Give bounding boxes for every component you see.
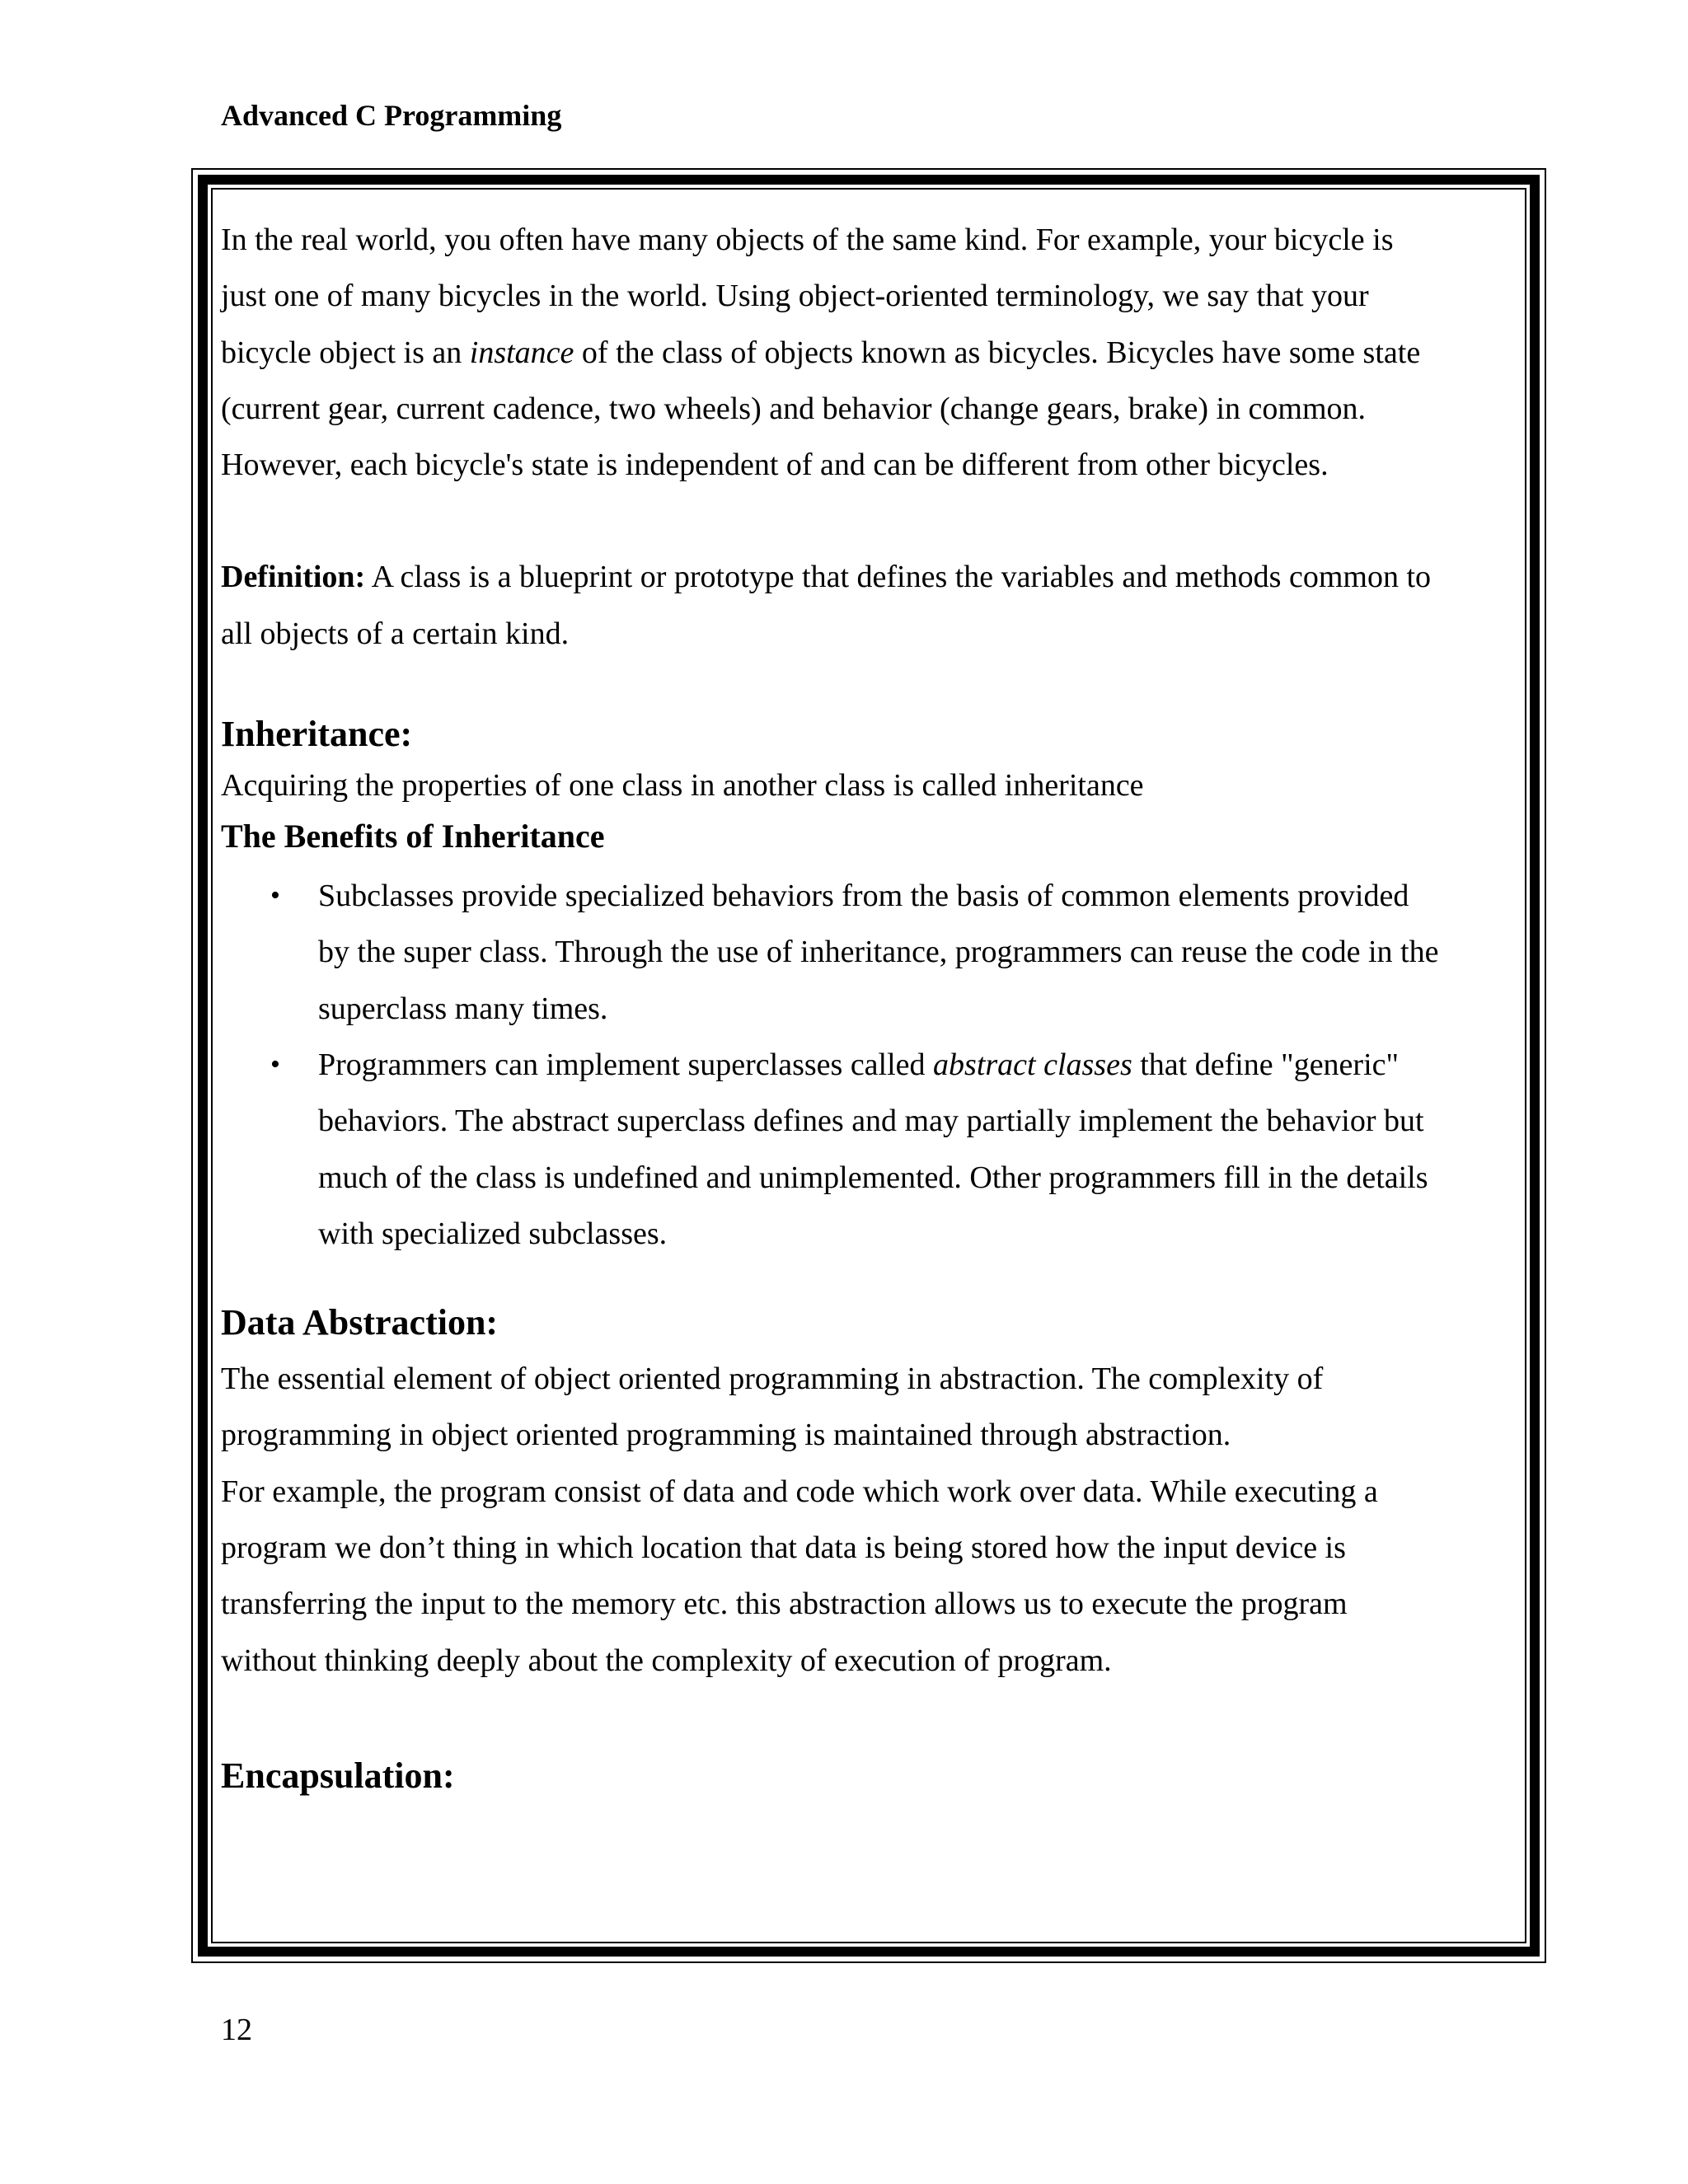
abstraction-line-2: programming in object oriented programming is maintained through abstraction.	[221, 1418, 1231, 1453]
spacer	[221, 662, 1498, 710]
bullet-1-line-1: Subclasses provide specialized behaviors from the basis of common elements provided	[318, 879, 1409, 914]
intro-line-5: However, each bicycle's state is independent of and can be different from other bicycles.	[221, 448, 1329, 483]
encapsulation-heading: Encapsulation:	[221, 1755, 455, 1796]
definition-paragraph	[221, 549, 1498, 662]
spacer	[221, 1689, 1498, 1751]
definition-label: Definition:	[221, 560, 366, 595]
bullet-2-line-4: with specialized subclasses.	[318, 1216, 668, 1251]
abstraction-line-6: without thinking deeply about the complexity of execution of program.	[221, 1643, 1112, 1678]
inheritance-heading: Inheritance:	[221, 714, 413, 755]
bullet-2-line-1	[318, 1037, 1498, 1093]
intro-line-3-start: bicycle object is an	[221, 335, 470, 370]
framed-content	[221, 212, 1498, 1801]
bullet-icon: •	[270, 1048, 280, 1080]
abstraction-line-4: program we don’t thing in which location that data is being stored how the input device is	[221, 1530, 1346, 1566]
bullet-2-line-2: behaviors. The abstract superclass defines and may partially implement the behavior but	[318, 1104, 1424, 1139]
abstract-classes-term: abstract classes	[933, 1047, 1132, 1082]
list-item	[221, 1037, 1498, 1262]
abstraction-line-3: For example, the program consist of data and code which work over data. While executing a	[221, 1474, 1378, 1509]
instance-term: instance	[469, 335, 574, 370]
abstraction-line-1: The essential element of object oriented programming in abstraction. The complexity of	[221, 1361, 1324, 1397]
benefits-heading: The Benefits of Inheritance	[221, 818, 605, 855]
bullet-2-line-1-end: that define "generic"	[1132, 1047, 1400, 1082]
intro-paragraph	[221, 212, 1498, 493]
bullet-1-line-3: superclass many times.	[318, 991, 608, 1026]
benefits-list	[221, 868, 1498, 1262]
page-number: 12	[221, 2013, 252, 2047]
data-abstraction-paragraph	[221, 1351, 1498, 1689]
spacer	[221, 1262, 1498, 1298]
list-item	[221, 868, 1498, 1037]
data-abstraction-heading: Data Abstraction:	[221, 1302, 499, 1343]
intro-line-4: (current gear, current cadence, two wheels) and behavior (change gears, brake) in common.	[221, 391, 1367, 426]
bullet-icon: •	[270, 880, 280, 912]
inheritance-definition: Acquiring the properties of one class in another class is called inheritance	[221, 768, 1144, 804]
definition-line-2: all objects of a certain kind.	[221, 616, 570, 651]
bullet-1-line-2: by the super class. Through the use of inheritance, programmers can reuse the code in the	[318, 935, 1439, 970]
intro-line-3	[221, 325, 1498, 381]
abstraction-line-5: transferring the input to the memory etc. this abstraction allows us to execute the program	[221, 1586, 1348, 1622]
running-header-title: Advanced C Programming	[221, 99, 562, 132]
bullet-2-line-1-start: Programmers can implement superclasses called	[318, 1047, 934, 1082]
definition-text: A class is a blueprint or prototype that defines the variables and methods common to	[365, 560, 1431, 595]
bullet-2-line-3: much of the class is undefined and unimplemented. Other programmers fill in the details	[318, 1160, 1428, 1195]
intro-line-3-end: of the class of objects known as bicycles. Bicycles have some state	[574, 335, 1421, 370]
definition-line-1	[221, 549, 1498, 605]
intro-line-1: In the real world, you often have many objects of the same kind. For example, your bicycle is	[221, 223, 1394, 257]
intro-line-2: just one of many bicycles in the world. Using object-oriented terminology, we say that your	[221, 279, 1369, 314]
spacer	[221, 493, 1498, 549]
